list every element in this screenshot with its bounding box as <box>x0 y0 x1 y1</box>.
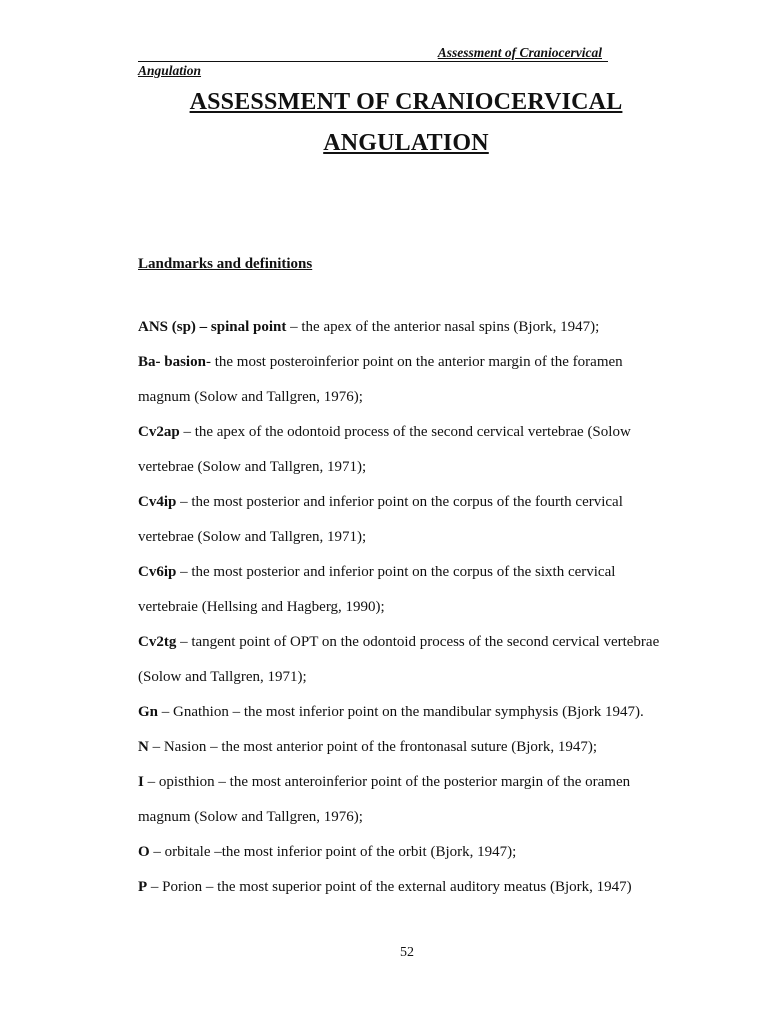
definition-term: Cv2tg <box>138 634 177 650</box>
definitions-list <box>138 310 672 905</box>
section-heading: Landmarks and definitions <box>138 256 313 272</box>
definition-term: N <box>138 739 149 755</box>
definition-text: – the apex of the odontoid process of the second cervical vertebrae (Solow vertebrae (Solow and Tallgren, 1971); <box>138 424 631 475</box>
definition-item <box>138 625 672 695</box>
definition-text: – the most posterior and inferior point on the corpus of the fourth cervical vertebrae (Solow and Tallgren, 1971); <box>138 494 623 545</box>
definition-term: I <box>138 774 144 790</box>
definition-term: P <box>138 879 148 895</box>
definition-item <box>138 730 672 765</box>
definition-term: Ba- basion <box>138 354 206 370</box>
page-title-line2: ANGULATION <box>323 130 489 156</box>
definition-text: – Gnathion – the most inferior point on the mandibular symphysis (Bjork 1947). <box>158 704 644 720</box>
definition-item <box>138 310 672 345</box>
definition-term: Cv4ip <box>138 494 177 510</box>
page-number: 52 <box>400 945 414 960</box>
definition-text: – tangent point of OPT on the odontoid process of the second cervical vertebrae (Solow and Tallgren, 1971); <box>138 634 660 685</box>
definition-item <box>138 870 672 905</box>
definition-text: - the most posteroinferior point on the anterior margin of the foramen magnum (Solow and Tallgren, 1976); <box>138 354 623 405</box>
running-header-text: Assessment of Craniocervical <box>437 45 602 60</box>
running-header-line2: Angulation <box>138 63 202 78</box>
definition-term: O <box>138 844 150 860</box>
definition-item <box>138 765 672 835</box>
definition-text: – Porion – the most superior point of the external auditory meatus (Bjork, 1947) <box>147 879 632 895</box>
definition-term: Cv2ap <box>138 424 180 440</box>
definition-item <box>138 415 672 485</box>
definition-term: Cv6ip <box>138 564 177 580</box>
page-title-line1: ASSESSMENT OF CRANIOCERVICAL <box>189 89 623 115</box>
definition-term: ANS (sp) – spinal point <box>138 319 287 335</box>
running-header-line1 <box>138 44 608 62</box>
definition-item <box>138 835 672 870</box>
definition-text: – Nasion – the most anterior point of the frontonasal suture (Bjork, 1947); <box>148 739 598 755</box>
definition-term: Gn <box>138 704 159 720</box>
definition-item <box>138 485 672 555</box>
definition-item <box>138 345 672 415</box>
definition-text: – orbitale –the most inferior point of the orbit (Bjork, 1947); <box>149 844 517 860</box>
definition-text: – the most posterior and inferior point on the corpus of the sixth cervical vertebraie (Hellsing and Hagberg, 1990); <box>138 564 616 615</box>
definition-item <box>138 555 672 625</box>
definition-text: – opisthion – the most anteroinferior point of the posterior margin of the oramen magnum (Solow and Tallgren, 1976); <box>138 774 631 825</box>
definition-item <box>138 695 672 730</box>
definition-text: – the apex of the anterior nasal spins (Bjork, 1947); <box>286 319 600 335</box>
running-header <box>138 44 608 79</box>
